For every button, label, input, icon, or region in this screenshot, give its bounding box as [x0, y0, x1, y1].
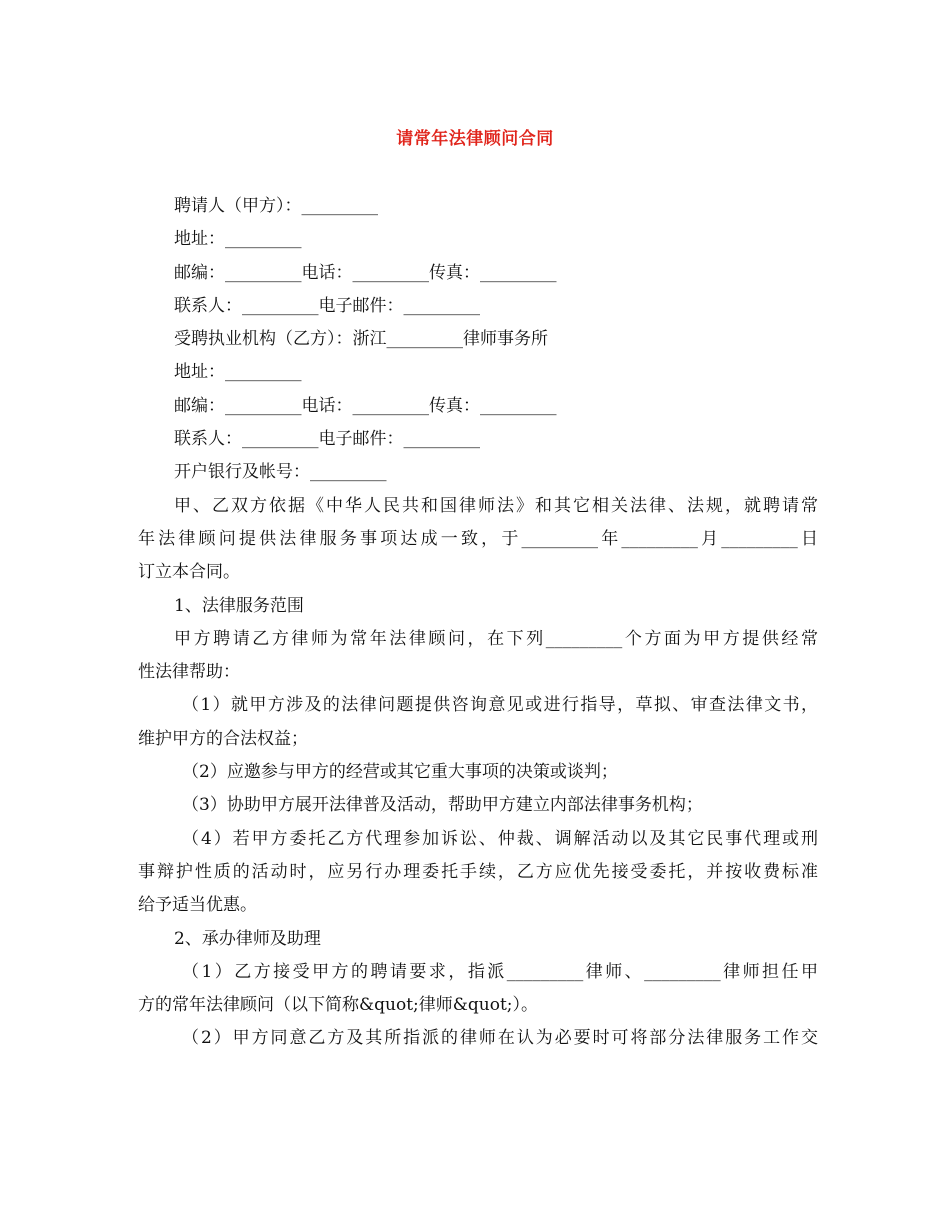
clause-line: （2）甲方同意乙方及其所指派的律师在认为必要时可将部分法律服务工作交 [182, 1028, 818, 1049]
clause-line: 方的常年法律顾问（以下简称&quot;律师&quot;）。 [138, 995, 539, 1016]
clause-line: 事辩护性质的活动时，应另行办理委托手续，乙方应优先接受委托，并按收费标准 [138, 861, 818, 882]
party-a-email-line: 联系人：_________电子邮件：_________ [174, 295, 480, 316]
party-b-contact-line: 邮编：_________电话：_________传真：_________ [174, 395, 557, 416]
paragraph-line: 性法律帮助： [138, 662, 240, 683]
clause-line: 维护甲方的合法权益； [138, 728, 308, 749]
clause-line: 给予适当优惠。 [138, 895, 257, 916]
document-title: 请常年法律顾问合同 [396, 129, 554, 149]
clause-line: （3）协助甲方展开法律普及活动，帮助甲方建立内部法律事务机构； [182, 795, 703, 816]
clause-line: （2）应邀参与甲方的经营或其它重大事项的决策或谈判； [182, 762, 618, 783]
bank-account-line: 开户银行及帐号：_________ [174, 462, 387, 483]
party-b-name-line: 受聘执业机构（乙方）：浙江_________律师事务所 [174, 329, 548, 350]
clause-line: （1）乙方接受甲方的聘请要求，指派_________律师、_________律师担任甲 [182, 961, 818, 982]
clause-line: （1）就甲方涉及的法律问题提供咨询意见或进行指导，草拟、审查法律文书， [182, 695, 818, 716]
party-a-address-line: 地址：_________ [174, 229, 302, 250]
party-a-contact-line: 邮编：_________电话：_________传真：_________ [174, 262, 557, 283]
party-b-email-line: 联系人：_________电子邮件：_________ [174, 429, 480, 450]
clause-line: （4）若甲方委托乙方代理参加诉讼、仲裁、调解活动以及其它民事代理或刑 [182, 828, 818, 849]
paragraph-line: 订立本合同。 [138, 562, 240, 583]
section-heading: 2、承办律师及助理 [174, 928, 321, 949]
party-a-name-line: 聘请人（甲方）：_________ [174, 196, 378, 216]
paragraph-line: 甲、乙双方依据《中华人民共和国律师法》和其它相关法律、法规，就聘请常 [174, 495, 818, 516]
party-b-address-line: 地址：_________ [174, 362, 302, 383]
paragraph-line: 甲方聘请乙方律师为常年法律顾问，在下列_________个方面为甲方提供经常 [174, 628, 818, 649]
paragraph-line: 年法律顾问提供法律服务事项达成一致，于_________年_________月_________日 [138, 528, 818, 549]
document-body [138, 190, 818, 1056]
section-heading: 1、法律服务范围 [174, 595, 304, 616]
